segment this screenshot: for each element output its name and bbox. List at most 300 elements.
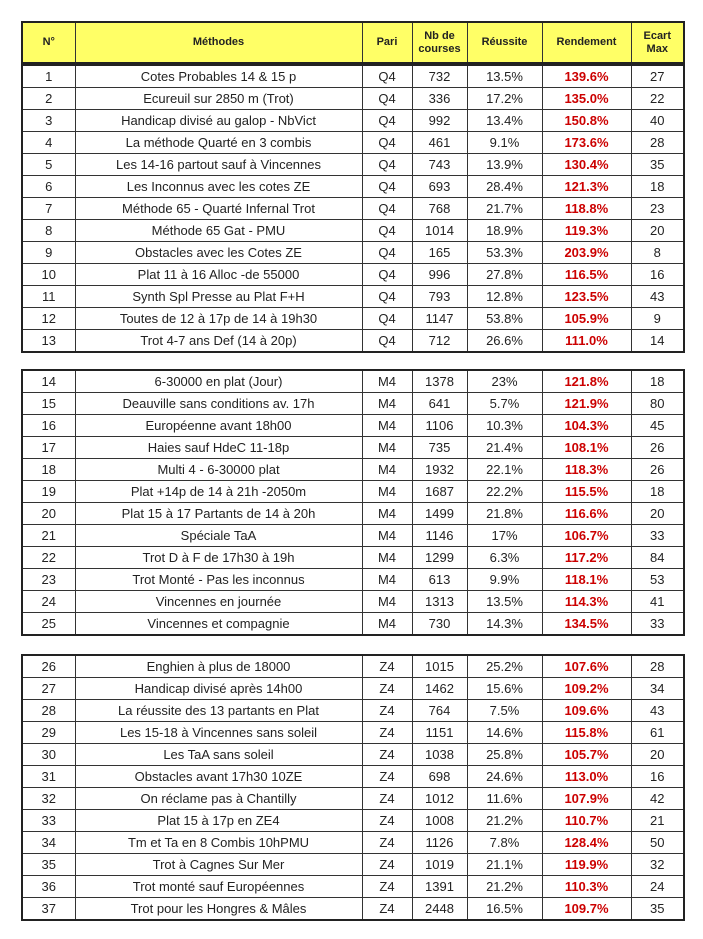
success-rate: 22.2% (467, 481, 542, 503)
methods-group-z4 (21, 654, 685, 921)
success-rate: 23% (467, 370, 542, 393)
header-ecart-line1: Ecart (643, 29, 672, 42)
table-row (22, 308, 684, 330)
method-name: Obstacles avant 17h30 10ZE (75, 766, 362, 788)
table-row (22, 132, 684, 154)
row-number: 19 (22, 481, 75, 503)
header-nb-line1: Nb de (424, 29, 455, 42)
max-gap: 35 (631, 154, 684, 176)
max-gap: 23 (631, 198, 684, 220)
header-table (21, 21, 685, 64)
max-gap: 33 (631, 613, 684, 636)
header-reussite: Réussite (467, 22, 542, 63)
success-rate: 25.8% (467, 744, 542, 766)
table-row (22, 481, 684, 503)
max-gap: 80 (631, 393, 684, 415)
method-name: Trot pour les Hongres & Mâles (75, 898, 362, 921)
race-count: 1462 (412, 678, 467, 700)
max-gap: 16 (631, 264, 684, 286)
method-name: Européenne avant 18h00 (75, 415, 362, 437)
yield: 111.0% (542, 330, 631, 353)
table-row (22, 876, 684, 898)
race-count: 743 (412, 154, 467, 176)
row-number: 26 (22, 655, 75, 678)
max-gap: 28 (631, 132, 684, 154)
race-count: 1147 (412, 308, 467, 330)
race-count: 793 (412, 286, 467, 308)
success-rate: 9.9% (467, 569, 542, 591)
method-name: Ecureuil sur 2850 m (Trot) (75, 88, 362, 110)
race-count: 1106 (412, 415, 467, 437)
bet-type: Z4 (362, 744, 412, 766)
race-count: 1313 (412, 591, 467, 613)
table-row (22, 393, 684, 415)
method-name: Les TaA sans soleil (75, 744, 362, 766)
race-count: 1687 (412, 481, 467, 503)
row-number: 15 (22, 393, 75, 415)
race-count: 1146 (412, 525, 467, 547)
table-row (22, 330, 684, 353)
method-name: Handicap divisé au galop - NbVict (75, 110, 362, 132)
row-number: 4 (22, 132, 75, 154)
bet-type: M4 (362, 591, 412, 613)
yield: 115.5% (542, 481, 631, 503)
max-gap: 16 (631, 766, 684, 788)
race-count: 992 (412, 110, 467, 132)
table-row (22, 110, 684, 132)
race-count: 1014 (412, 220, 467, 242)
row-number: 30 (22, 744, 75, 766)
bet-type: M4 (362, 613, 412, 636)
yield: 107.9% (542, 788, 631, 810)
bet-type: Q4 (362, 176, 412, 198)
race-count: 1378 (412, 370, 467, 393)
row-number: 35 (22, 854, 75, 876)
race-count: 996 (412, 264, 467, 286)
method-name: Plat 11 à 16 Alloc -de 55000 (75, 264, 362, 286)
race-count: 1012 (412, 788, 467, 810)
success-rate: 24.6% (467, 766, 542, 788)
method-name: Trot D à F de 17h30 à 19h (75, 547, 362, 569)
method-name: Toutes de 12 à 17p de 14 à 19h30 (75, 308, 362, 330)
success-rate: 15.6% (467, 678, 542, 700)
row-number: 3 (22, 110, 75, 132)
table-row (22, 176, 684, 198)
max-gap: 8 (631, 242, 684, 264)
max-gap: 9 (631, 308, 684, 330)
table-row (22, 744, 684, 766)
bet-type: Q4 (362, 65, 412, 88)
table-row (22, 898, 684, 921)
row-number: 23 (22, 569, 75, 591)
max-gap: 28 (631, 655, 684, 678)
table-row (22, 264, 684, 286)
max-gap: 24 (631, 876, 684, 898)
max-gap: 26 (631, 459, 684, 481)
table-row (22, 415, 684, 437)
max-gap: 45 (631, 415, 684, 437)
yield: 118.3% (542, 459, 631, 481)
table-row (22, 810, 684, 832)
row-number: 5 (22, 154, 75, 176)
method-name: Enghien à plus de 18000 (75, 655, 362, 678)
race-count: 764 (412, 700, 467, 722)
bet-type: M4 (362, 547, 412, 569)
header-rendement: Rendement (542, 22, 631, 63)
bet-type: Z4 (362, 898, 412, 921)
success-rate: 17.2% (467, 88, 542, 110)
race-count: 613 (412, 569, 467, 591)
table-row (22, 700, 684, 722)
method-name: Les 15-18 à Vincennes sans soleil (75, 722, 362, 744)
row-number: 8 (22, 220, 75, 242)
row-number: 31 (22, 766, 75, 788)
yield: 113.0% (542, 766, 631, 788)
row-number: 36 (22, 876, 75, 898)
method-name: Plat 15 à 17p en ZE4 (75, 810, 362, 832)
bet-type: M4 (362, 415, 412, 437)
yield: 123.5% (542, 286, 631, 308)
race-count: 693 (412, 176, 467, 198)
bet-type: Q4 (362, 154, 412, 176)
success-rate: 26.6% (467, 330, 542, 353)
success-rate: 22.1% (467, 459, 542, 481)
method-name: Méthode 65 Gat - PMU (75, 220, 362, 242)
row-number: 29 (22, 722, 75, 744)
yield: 119.3% (542, 220, 631, 242)
yield: 104.3% (542, 415, 631, 437)
method-name: Spéciale TaA (75, 525, 362, 547)
row-number: 20 (22, 503, 75, 525)
max-gap: 50 (631, 832, 684, 854)
race-count: 730 (412, 613, 467, 636)
yield: 118.1% (542, 569, 631, 591)
success-rate: 21.2% (467, 810, 542, 832)
method-name: Cotes Probables 14 & 15 p (75, 65, 362, 88)
row-number: 34 (22, 832, 75, 854)
success-rate: 28.4% (467, 176, 542, 198)
table-row (22, 286, 684, 308)
yield: 173.6% (542, 132, 631, 154)
row-number: 18 (22, 459, 75, 481)
yield: 118.8% (542, 198, 631, 220)
row-number: 33 (22, 810, 75, 832)
row-number: 12 (22, 308, 75, 330)
table-row (22, 788, 684, 810)
success-rate: 21.2% (467, 876, 542, 898)
row-number: 13 (22, 330, 75, 353)
bet-type: M4 (362, 370, 412, 393)
bet-type: Q4 (362, 330, 412, 353)
race-count: 1299 (412, 547, 467, 569)
row-number: 1 (22, 65, 75, 88)
success-rate: 13.9% (467, 154, 542, 176)
table-row (22, 722, 684, 744)
bet-type: Z4 (362, 678, 412, 700)
yield: 121.3% (542, 176, 631, 198)
max-gap: 40 (631, 110, 684, 132)
table-row (22, 832, 684, 854)
bet-type: Q4 (362, 220, 412, 242)
bet-type: Q4 (362, 242, 412, 264)
max-gap: 21 (631, 810, 684, 832)
max-gap: 34 (631, 678, 684, 700)
table-row (22, 459, 684, 481)
max-gap: 32 (631, 854, 684, 876)
max-gap: 20 (631, 220, 684, 242)
row-number: 7 (22, 198, 75, 220)
race-count: 1391 (412, 876, 467, 898)
table-row (22, 655, 684, 678)
method-name: La réussite des 13 partants en Plat (75, 700, 362, 722)
row-number: 6 (22, 176, 75, 198)
yield: 109.7% (542, 898, 631, 921)
success-rate: 13.4% (467, 110, 542, 132)
yield: 119.9% (542, 854, 631, 876)
method-name: Multi 4 - 6-30000 plat (75, 459, 362, 481)
success-rate: 21.8% (467, 503, 542, 525)
methods-group-q4 (21, 64, 685, 353)
method-name: Tm et Ta en 8 Combis 10hPMU (75, 832, 362, 854)
bet-type: Z4 (362, 655, 412, 678)
yield: 116.6% (542, 503, 631, 525)
race-count: 1126 (412, 832, 467, 854)
race-count: 461 (412, 132, 467, 154)
race-count: 1019 (412, 854, 467, 876)
yield: 135.0% (542, 88, 631, 110)
method-name: Trot Monté - Pas les inconnus (75, 569, 362, 591)
method-name: La méthode Quarté en 3 combis (75, 132, 362, 154)
bet-type: Z4 (362, 700, 412, 722)
success-rate: 9.1% (467, 132, 542, 154)
race-count: 641 (412, 393, 467, 415)
success-rate: 13.5% (467, 65, 542, 88)
max-gap: 22 (631, 88, 684, 110)
race-count: 768 (412, 198, 467, 220)
bet-type: Q4 (362, 132, 412, 154)
bet-type: Z4 (362, 788, 412, 810)
yield: 128.4% (542, 832, 631, 854)
method-name: Haies sauf HdeC 11-18p (75, 437, 362, 459)
yield: 115.8% (542, 722, 631, 744)
bet-type: Z4 (362, 854, 412, 876)
bet-type: Z4 (362, 876, 412, 898)
bet-type: M4 (362, 459, 412, 481)
bet-type: Z4 (362, 766, 412, 788)
yield: 150.8% (542, 110, 631, 132)
race-count: 698 (412, 766, 467, 788)
row-number: 10 (22, 264, 75, 286)
yield: 117.2% (542, 547, 631, 569)
yield: 110.3% (542, 876, 631, 898)
success-rate: 7.5% (467, 700, 542, 722)
max-gap: 20 (631, 744, 684, 766)
yield: 109.2% (542, 678, 631, 700)
max-gap: 53 (631, 569, 684, 591)
yield: 105.7% (542, 744, 631, 766)
race-count: 1008 (412, 810, 467, 832)
row-number: 21 (22, 525, 75, 547)
table-row (22, 591, 684, 613)
race-count: 712 (412, 330, 467, 353)
race-count: 732 (412, 65, 467, 88)
bet-type: M4 (362, 481, 412, 503)
bet-type: M4 (362, 525, 412, 547)
table-row (22, 766, 684, 788)
row-number: 25 (22, 613, 75, 636)
method-name: Deauville sans conditions av. 17h (75, 393, 362, 415)
max-gap: 84 (631, 547, 684, 569)
max-gap: 43 (631, 286, 684, 308)
table-row (22, 525, 684, 547)
row-number: 22 (22, 547, 75, 569)
row-number: 11 (22, 286, 75, 308)
method-name: Méthode 65 - Quarté Infernal Trot (75, 198, 362, 220)
header-pari: Pari (362, 22, 412, 63)
max-gap: 35 (631, 898, 684, 921)
method-name: Les Inconnus avec les cotes ZE (75, 176, 362, 198)
success-rate: 14.6% (467, 722, 542, 744)
race-count: 1151 (412, 722, 467, 744)
table-row (22, 154, 684, 176)
success-rate: 21.7% (467, 198, 542, 220)
race-count: 165 (412, 242, 467, 264)
bet-type: M4 (362, 569, 412, 591)
yield: 109.6% (542, 700, 631, 722)
max-gap: 33 (631, 525, 684, 547)
method-name: Trot à Cagnes Sur Mer (75, 854, 362, 876)
row-number: 17 (22, 437, 75, 459)
table-row (22, 88, 684, 110)
yield: 106.7% (542, 525, 631, 547)
max-gap: 18 (631, 176, 684, 198)
row-number: 32 (22, 788, 75, 810)
row-number: 28 (22, 700, 75, 722)
success-rate: 27.8% (467, 264, 542, 286)
success-rate: 11.6% (467, 788, 542, 810)
yield: 130.4% (542, 154, 631, 176)
bet-type: Q4 (362, 286, 412, 308)
method-name: Plat 15 à 17 Partants de 14 à 20h (75, 503, 362, 525)
table-row (22, 65, 684, 88)
race-count: 1499 (412, 503, 467, 525)
yield: 134.5% (542, 613, 631, 636)
header-row (22, 22, 684, 63)
race-count: 2448 (412, 898, 467, 921)
yield: 121.9% (542, 393, 631, 415)
table-row (22, 854, 684, 876)
max-gap: 26 (631, 437, 684, 459)
success-rate: 14.3% (467, 613, 542, 636)
header-nb-courses (412, 22, 467, 63)
success-rate: 13.5% (467, 591, 542, 613)
bet-type: Q4 (362, 264, 412, 286)
row-number: 16 (22, 415, 75, 437)
yield: 139.6% (542, 65, 631, 88)
bet-type: Q4 (362, 110, 412, 132)
max-gap: 20 (631, 503, 684, 525)
success-rate: 6.3% (467, 547, 542, 569)
row-number: 27 (22, 678, 75, 700)
method-name: 6-30000 en plat (Jour) (75, 370, 362, 393)
yield: 121.8% (542, 370, 631, 393)
race-count: 1038 (412, 744, 467, 766)
max-gap: 14 (631, 330, 684, 353)
bet-type: Z4 (362, 810, 412, 832)
max-gap: 41 (631, 591, 684, 613)
success-rate: 18.9% (467, 220, 542, 242)
success-rate: 21.1% (467, 854, 542, 876)
success-rate: 5.7% (467, 393, 542, 415)
race-count: 1932 (412, 459, 467, 481)
header-ecart-max (631, 22, 684, 63)
success-rate: 12.8% (467, 286, 542, 308)
method-name: Handicap divisé après 14h00 (75, 678, 362, 700)
bet-type: Z4 (362, 832, 412, 854)
max-gap: 43 (631, 700, 684, 722)
method-name: Obstacles avec les Cotes ZE (75, 242, 362, 264)
race-count: 336 (412, 88, 467, 110)
table-row (22, 242, 684, 264)
yield: 116.5% (542, 264, 631, 286)
method-name: Vincennes et compagnie (75, 613, 362, 636)
yield: 114.3% (542, 591, 631, 613)
success-rate: 10.3% (467, 415, 542, 437)
method-name: Les 14-16 partout sauf à Vincennes (75, 154, 362, 176)
table-row (22, 370, 684, 393)
success-rate: 7.8% (467, 832, 542, 854)
row-number: 24 (22, 591, 75, 613)
success-rate: 53.3% (467, 242, 542, 264)
yield: 110.7% (542, 810, 631, 832)
bet-type: M4 (362, 503, 412, 525)
methods-group-m4 (21, 369, 685, 636)
success-rate: 25.2% (467, 655, 542, 678)
method-name: On réclame pas à Chantilly (75, 788, 362, 810)
row-number: 37 (22, 898, 75, 921)
bet-type: Q4 (362, 198, 412, 220)
header-nb-line2: courses (418, 42, 461, 55)
method-name: Vincennes en journée (75, 591, 362, 613)
bet-type: Q4 (362, 308, 412, 330)
bet-type: Z4 (362, 722, 412, 744)
success-rate: 17% (467, 525, 542, 547)
max-gap: 18 (631, 481, 684, 503)
success-rate: 21.4% (467, 437, 542, 459)
table-row (22, 437, 684, 459)
row-number: 9 (22, 242, 75, 264)
table-row (22, 220, 684, 242)
bet-type: Q4 (362, 88, 412, 110)
yield: 203.9% (542, 242, 631, 264)
header-ecart-line2: Max (646, 42, 668, 55)
success-rate: 53.8% (467, 308, 542, 330)
row-number: 14 (22, 370, 75, 393)
max-gap: 18 (631, 370, 684, 393)
table-row (22, 613, 684, 636)
race-count: 735 (412, 437, 467, 459)
method-name: Trot 4-7 ans Def (14 à 20p) (75, 330, 362, 353)
max-gap: 42 (631, 788, 684, 810)
row-number: 2 (22, 88, 75, 110)
header-methods: Méthodes (75, 22, 362, 63)
table-row (22, 198, 684, 220)
max-gap: 61 (631, 722, 684, 744)
header-num: N° (22, 22, 75, 63)
table-row (22, 547, 684, 569)
success-rate: 16.5% (467, 898, 542, 921)
method-name: Plat +14p de 14 à 21h -2050m (75, 481, 362, 503)
